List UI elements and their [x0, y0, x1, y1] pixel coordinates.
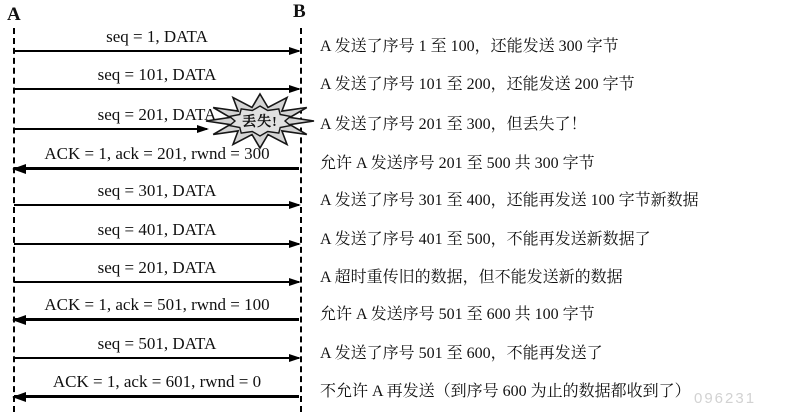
arrowhead-icon — [289, 201, 301, 209]
arrowhead-icon — [289, 47, 301, 55]
message-label: ACK = 1, ack = 201, rwnd = 300 — [44, 144, 270, 163]
watermark-text: 096231 — [694, 390, 757, 407]
message-note: 允许 A 发送序号 201 至 500 共 300 字节 — [320, 155, 595, 172]
loss-burst — [204, 92, 316, 150]
message-note: A 发送了序号 501 至 600，不能再发送了 — [320, 345, 603, 362]
message-note: 不允许 A 再发送（到序号 600 为止的数据都收到了） — [320, 383, 691, 400]
arrowhead-icon — [12, 164, 26, 174]
message-label: seq = 501, DATA — [97, 334, 217, 353]
message-arrow — [14, 281, 299, 283]
message-label: seq = 301, DATA — [97, 181, 217, 200]
arrowhead-icon — [289, 354, 301, 362]
message-note: A 发送了序号 201 至 300，但丢失了！ — [320, 116, 587, 133]
message-label: seq = 201, DATA — [97, 105, 217, 124]
message-label: seq = 401, DATA — [97, 220, 217, 239]
message-note: A 发送了序号 101 至 200，还能发送 200 字节 — [320, 76, 635, 93]
message-arrow — [14, 204, 299, 206]
message-arrow — [14, 50, 299, 52]
message-arrow — [14, 167, 299, 170]
arrowhead-icon — [12, 392, 26, 402]
message-note: A 发送了序号 1 至 100，还能发送 300 字节 — [320, 38, 619, 55]
message-note: A 发送了序号 301 至 400，还能再发送 100 字节新数据 — [320, 192, 699, 209]
message-arrow — [14, 128, 207, 130]
message-note: A 发送了序号 401 至 500，不能再发送新数据了 — [320, 231, 651, 248]
message-note: A 超时重传旧的数据，但不能发送新的数据 — [320, 269, 623, 286]
message-label: seq = 1, DATA — [106, 27, 208, 46]
host-a-label: A — [7, 4, 21, 25]
message-label: ACK = 1, ack = 501, rwnd = 100 — [44, 295, 270, 314]
message-arrow — [14, 243, 299, 245]
arrowhead-icon — [289, 278, 301, 286]
message-arrow — [14, 357, 299, 359]
message-label: seq = 101, DATA — [97, 65, 217, 84]
host-b-label: B — [293, 1, 306, 22]
arrowhead-icon — [12, 315, 26, 325]
message-label: seq = 201, DATA — [97, 258, 217, 277]
loss-burst-label: 丢失! — [242, 115, 278, 130]
message-label: ACK = 1, ack = 601, rwnd = 0 — [52, 372, 262, 391]
arrowhead-icon — [289, 240, 301, 248]
message-arrow — [14, 88, 299, 90]
message-note: 允许 A 发送序号 501 至 600 共 100 字节 — [320, 306, 595, 323]
message-arrow — [14, 395, 299, 398]
message-arrow — [14, 318, 299, 321]
